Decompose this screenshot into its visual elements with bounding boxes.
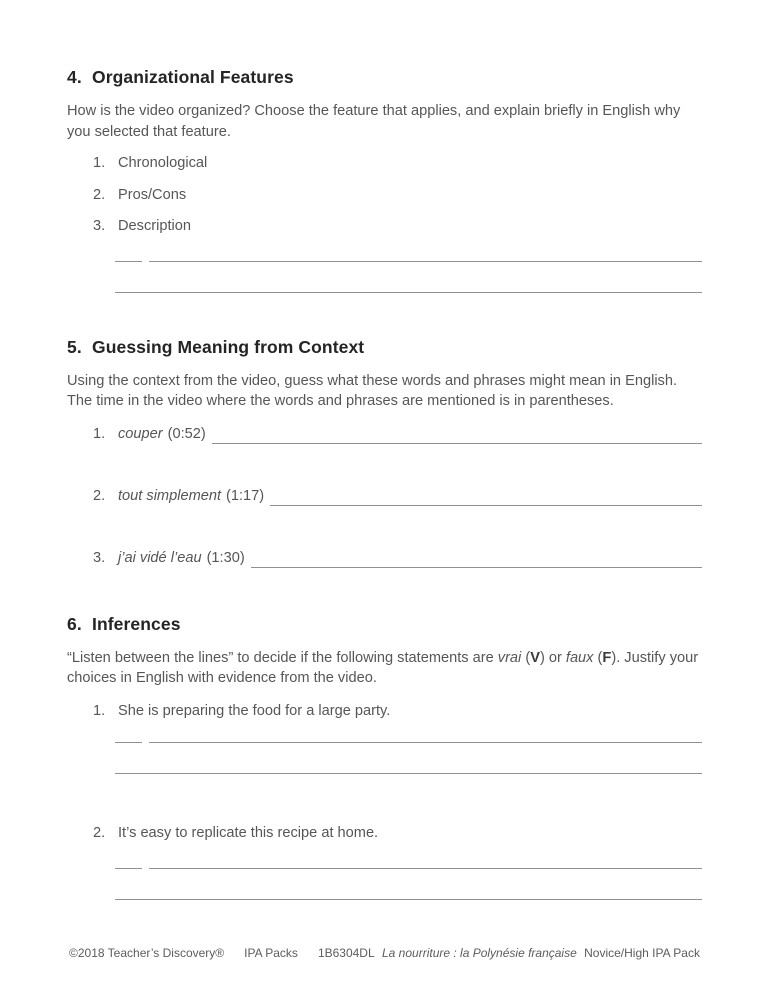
statement-text: She is preparing the food for a large party.	[118, 702, 391, 719]
statement-1	[67, 701, 702, 721]
instructions-text: ). Justify your choices in English with evidence from the video.	[67, 649, 699, 686]
vocab-item-number: 1.	[93, 425, 106, 442]
f-letter: F	[602, 649, 612, 666]
vocab-phrase: couper	[118, 425, 163, 442]
vocab-answer-blank[interactable]	[270, 486, 702, 506]
option-label: Chronological	[118, 155, 208, 171]
vrai-term: vrai	[497, 649, 522, 666]
statement2-justification-blank-line1[interactable]	[149, 855, 702, 869]
statement-number: 1.	[93, 702, 106, 719]
section4-title-text: Organizational Features	[92, 67, 294, 87]
statement-2	[67, 823, 702, 843]
section-guessing-meaning	[67, 337, 702, 568]
statement-text: It’s easy to replicate this recipe at home.	[118, 824, 379, 841]
vocab-phrase: tout simplement	[118, 487, 222, 504]
section4-instructions: How is the video organized? Choose the feature that applies, and explain briefly in English why you selected that feature.	[67, 103, 681, 140]
vocab-timestamp: (0:52)	[167, 425, 206, 442]
faux-term: faux	[565, 649, 594, 666]
section-inferences	[67, 614, 702, 900]
option-number: 1.	[93, 155, 106, 171]
option-pros-cons	[67, 185, 702, 205]
section6-number: 6.	[67, 613, 82, 634]
option-chronological	[67, 153, 702, 173]
vocab-item-number: 3.	[93, 549, 106, 566]
vocab-item-jai-vide-leau	[93, 548, 702, 568]
option-description	[67, 216, 702, 236]
v-letter: V	[530, 649, 540, 666]
statement1-justification-blank-line1[interactable]	[149, 729, 702, 743]
vocab-phrase: j’ai vidé l’eau	[118, 549, 202, 566]
footer-series: IPA Packs	[244, 945, 298, 960]
vocab-timestamp: (1:17)	[226, 487, 265, 504]
instructions-text: “Listen between the lines” to decide if the following statements are	[67, 649, 498, 666]
section4-title	[67, 67, 702, 88]
footer-product-title: La nourriture : la Polynésie française	[382, 945, 577, 960]
section4-answer-row	[115, 248, 702, 262]
statement2-vf-blank[interactable]	[115, 855, 142, 869]
footer-level: Novice/High IPA Pack	[584, 945, 700, 960]
section6-title	[67, 614, 702, 635]
page-footer	[67, 945, 702, 961]
instructions-text: ) or	[539, 649, 566, 666]
section4-explanation-blank-line1[interactable]	[149, 248, 702, 262]
statement2-answer-row	[115, 855, 702, 869]
vocab-item-number: 2.	[93, 487, 106, 504]
statement1-vf-blank[interactable]	[115, 729, 142, 743]
statement-number: 2.	[93, 824, 106, 841]
section4-choice-blank[interactable]	[115, 248, 142, 262]
section6-title-text: Inferences	[92, 613, 181, 634]
option-number: 2.	[93, 186, 106, 203]
section4-explanation-blank-line2[interactable]	[115, 262, 702, 293]
section5-number: 5.	[67, 336, 82, 357]
vocab-item-couper	[93, 424, 702, 444]
footer-product-code: 1B6304DL	[317, 945, 375, 960]
section5-title-text: Guessing Meaning from Context	[92, 336, 365, 357]
section4-number: 4.	[67, 67, 82, 87]
section5-title	[67, 337, 702, 358]
option-label: Description	[118, 218, 191, 234]
instructions-text: (	[521, 649, 531, 666]
option-number: 3.	[93, 218, 106, 234]
section4-options	[67, 153, 702, 236]
statement1-answer-row	[115, 729, 702, 743]
footer-copyright: ©2018 Teacher’s Discovery®	[69, 945, 225, 960]
option-label: Pros/Cons	[118, 186, 187, 203]
statement1-justification-blank-line2[interactable]	[115, 743, 702, 774]
vocab-answer-blank[interactable]	[212, 424, 702, 444]
section5-instructions: Using the context from the video, guess what these words and phrases might mean in English. The time in the video where the words and phrases are mentioned is in parentheses.	[67, 372, 678, 409]
vocab-answer-blank[interactable]	[251, 548, 702, 568]
vocab-item-tout-simplement	[93, 486, 702, 506]
vocab-timestamp: (1:30)	[206, 549, 245, 566]
instructions-text: (	[593, 649, 603, 666]
footer-product-info	[318, 945, 700, 961]
statement2-justification-blank-line2[interactable]	[115, 869, 702, 900]
section-organizational-features	[67, 67, 702, 293]
section6-instructions	[67, 648, 702, 689]
